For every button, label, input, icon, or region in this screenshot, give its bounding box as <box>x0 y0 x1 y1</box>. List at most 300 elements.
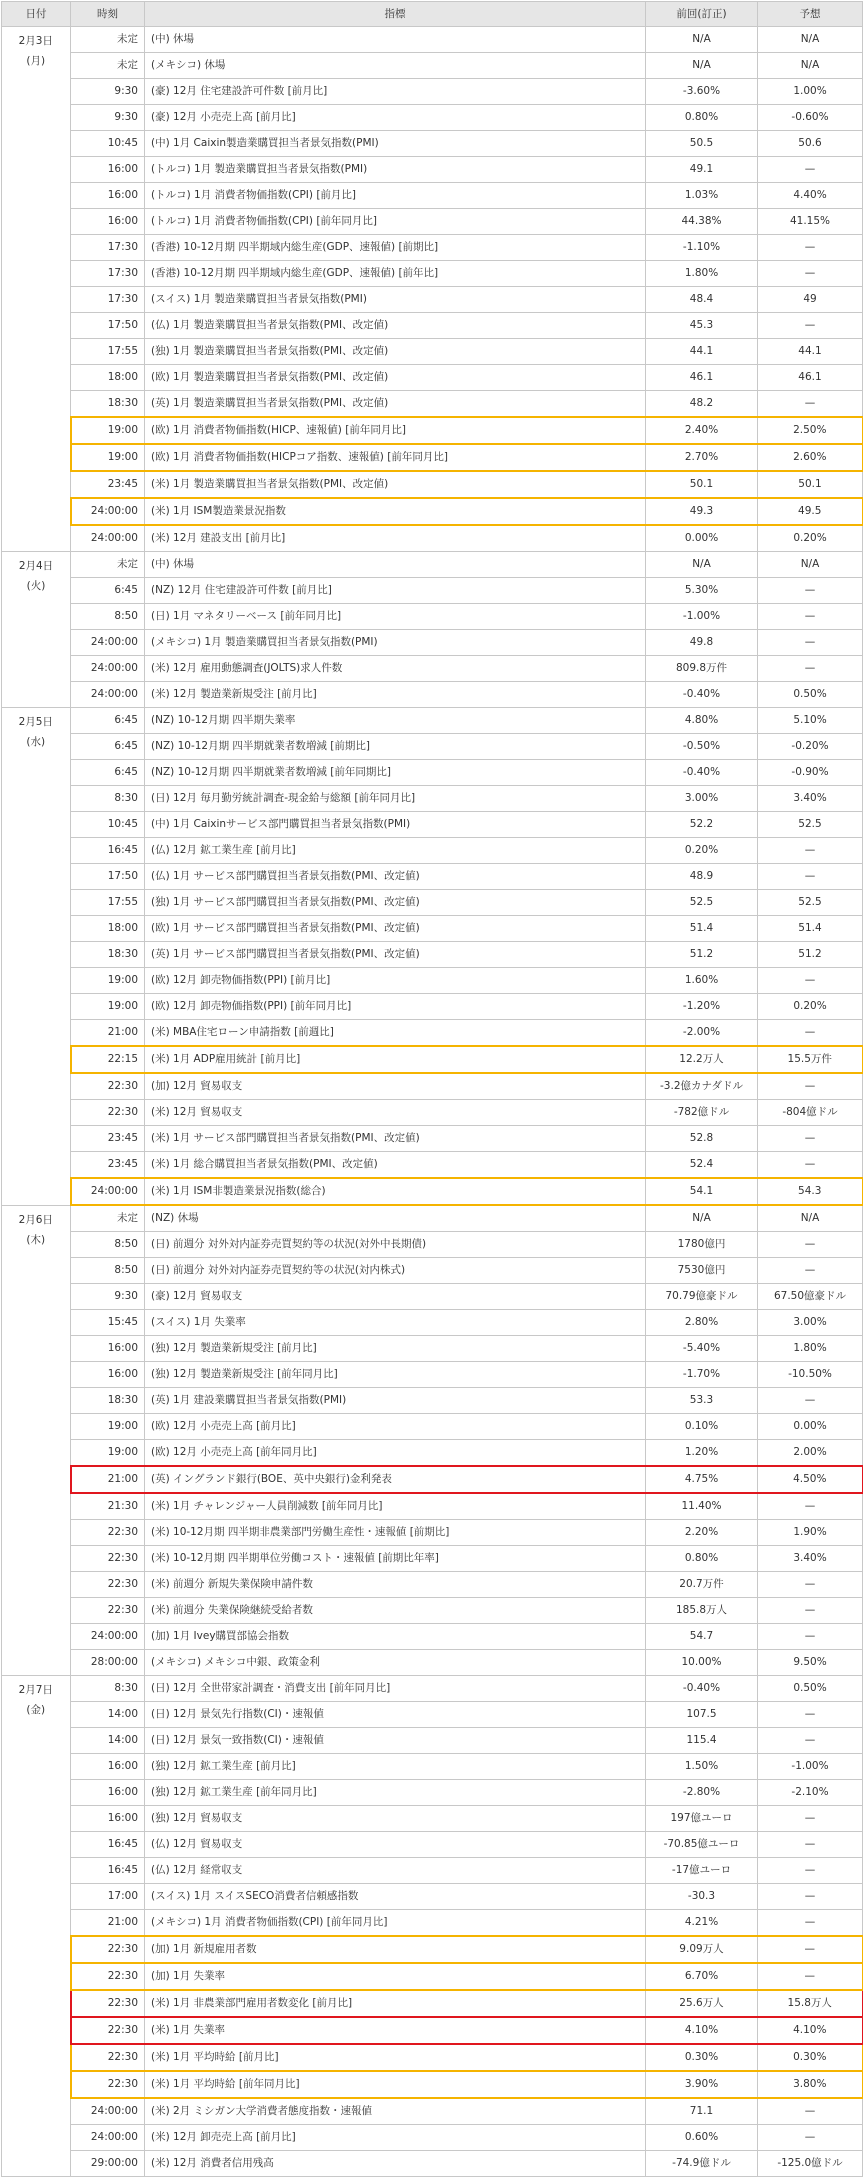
table-row <box>2 1493 863 1520</box>
time-cell: 14:00 <box>71 1728 145 1754</box>
weekday-label: (火) <box>26 580 46 592</box>
previous-value-cell: 2.40% <box>646 417 758 444</box>
indicator-cell: (NZ) 10-12月期 四半期就業者数増減 [前期比] <box>145 734 646 760</box>
date-cell <box>2 552 71 708</box>
time-cell: 18:00 <box>71 916 145 942</box>
indicator-cell: (米) 12月 卸売売上高 [前月比] <box>145 2125 646 2151</box>
previous-value-cell: 12.2万人 <box>646 1046 758 1073</box>
time-cell: 17:30 <box>71 261 145 287</box>
time-cell: 9:30 <box>71 105 145 131</box>
previous-value-cell: 49.1 <box>646 157 758 183</box>
table-row <box>2 1884 863 1910</box>
previous-value-cell: -30.3 <box>646 1884 758 1910</box>
time-cell: 8:30 <box>71 786 145 812</box>
table-row <box>2 105 863 131</box>
previous-value-cell: 20.7万件 <box>646 1572 758 1598</box>
forecast-cell: — <box>758 578 863 604</box>
previous-value-cell: 50.5 <box>646 131 758 157</box>
table-row <box>2 1572 863 1598</box>
indicator-cell: (日) 前週分 対外対内証券売買契約等の状況(対内株式) <box>145 1258 646 1284</box>
forecast-cell: 0.00% <box>758 1414 863 1440</box>
indicator-cell: (香港) 10-12月期 四半期域内総生産(GDP、速報値) [前期比] <box>145 235 646 261</box>
indicator-cell: (米) 1月 ISM非製造業景況指数(総合) <box>145 1178 646 1205</box>
previous-value-cell: -17億ユーロ <box>646 1858 758 1884</box>
table-row <box>2 604 863 630</box>
time-cell: 24:00:00 <box>71 498 145 525</box>
forecast-cell: 9.50% <box>758 1650 863 1676</box>
indicator-cell: (米) 12月 貿易収支 <box>145 1100 646 1126</box>
forecast-cell: — <box>758 1598 863 1624</box>
table-row <box>2 498 863 525</box>
time-cell: 29:00:00 <box>71 2151 145 2177</box>
forecast-cell: — <box>758 1572 863 1598</box>
table-row <box>2 1936 863 1963</box>
table-row <box>2 1126 863 1152</box>
previous-value-cell: 1780億円 <box>646 1232 758 1258</box>
indicator-cell: (米) 1月 平均時給 [前月比] <box>145 2044 646 2071</box>
forecast-cell: — <box>758 1702 863 1728</box>
table-row <box>2 1963 863 1990</box>
indicator-cell: (日) 12月 景気一致指数(CI)・速報値 <box>145 1728 646 1754</box>
table-row <box>2 2071 863 2098</box>
previous-value-cell: -1.00% <box>646 604 758 630</box>
table-row <box>2 2125 863 2151</box>
forecast-cell: — <box>758 261 863 287</box>
table-row <box>2 1178 863 1205</box>
table-row <box>2 760 863 786</box>
forecast-cell: -804億ドル <box>758 1100 863 1126</box>
forecast-cell: N/A <box>758 53 863 79</box>
header-indicator: 指標 <box>145 2 646 27</box>
time-cell: 8:50 <box>71 1232 145 1258</box>
indicator-cell: (NZ) 休場 <box>145 1205 646 1232</box>
forecast-cell: 44.1 <box>758 339 863 365</box>
time-cell: 22:30 <box>71 2071 145 2098</box>
time-cell: 22:15 <box>71 1046 145 1073</box>
table-row <box>2 1310 863 1336</box>
forecast-cell: — <box>758 1073 863 1100</box>
table-row <box>2 916 863 942</box>
table-row <box>2 864 863 890</box>
previous-value-cell: -74.9億ドル <box>646 2151 758 2177</box>
forecast-cell: — <box>758 864 863 890</box>
forecast-cell: 50.6 <box>758 131 863 157</box>
indicator-cell: (独) 12月 鉱工業生産 [前年同月比] <box>145 1780 646 1806</box>
indicator-cell: (加) 1月 Ivey購買部協会指数 <box>145 1624 646 1650</box>
indicator-cell: (NZ) 10-12月期 四半期就業者数増減 [前年同期比] <box>145 760 646 786</box>
date-label: 2月3日 <box>18 35 53 47</box>
time-cell: 16:00 <box>71 1336 145 1362</box>
indicator-cell: (トルコ) 1月 製造業購買担当者景気指数(PMI) <box>145 157 646 183</box>
indicator-cell: (メキシコ) 1月 製造業購買担当者景気指数(PMI) <box>145 630 646 656</box>
indicator-cell: (仏) 12月 経常収支 <box>145 1858 646 1884</box>
table-row <box>2 1910 863 1937</box>
time-cell: 22:30 <box>71 1520 145 1546</box>
table-row <box>2 1624 863 1650</box>
indicator-cell: (中) 1月 Caixinサービス部門購買担当者景気指数(PMI) <box>145 812 646 838</box>
time-cell: 16:45 <box>71 838 145 864</box>
previous-value-cell: 53.3 <box>646 1388 758 1414</box>
forecast-cell: 4.50% <box>758 1466 863 1493</box>
table-row <box>2 682 863 708</box>
forecast-cell: 4.10% <box>758 2017 863 2044</box>
time-cell: 19:00 <box>71 994 145 1020</box>
table-row <box>2 1780 863 1806</box>
forecast-cell: 50.1 <box>758 471 863 498</box>
time-cell: 17:30 <box>71 235 145 261</box>
previous-value-cell: 2.20% <box>646 1520 758 1546</box>
forecast-cell: 46.1 <box>758 365 863 391</box>
table-row <box>2 1676 863 1702</box>
time-cell: 未定 <box>71 27 145 53</box>
indicator-cell: (米) 10-12月期 四半期非農業部門労働生産性・速報値 [前期比] <box>145 1520 646 1546</box>
previous-value-cell: 115.4 <box>646 1728 758 1754</box>
previous-value-cell: 3.00% <box>646 786 758 812</box>
previous-value-cell: 51.4 <box>646 916 758 942</box>
indicator-cell: (加) 1月 新規雇用者数 <box>145 1936 646 1963</box>
forecast-cell: — <box>758 1624 863 1650</box>
forecast-cell: 0.50% <box>758 1676 863 1702</box>
indicator-cell: (NZ) 12月 住宅建設許可件数 [前月比] <box>145 578 646 604</box>
previous-value-cell: 0.30% <box>646 2044 758 2071</box>
forecast-cell: -2.10% <box>758 1780 863 1806</box>
table-row <box>2 994 863 1020</box>
forecast-cell: — <box>758 1910 863 1937</box>
previous-value-cell: -3.2億カナダドル <box>646 1073 758 1100</box>
indicator-cell: (欧) 12月 卸売物価指数(PPI) [前月比] <box>145 968 646 994</box>
forecast-cell: — <box>758 1388 863 1414</box>
previous-value-cell: 2.70% <box>646 444 758 471</box>
previous-value-cell: 49.8 <box>646 630 758 656</box>
header-date: 日付 <box>2 2 71 27</box>
forecast-cell: N/A <box>758 1205 863 1232</box>
forecast-cell: 51.4 <box>758 916 863 942</box>
table-row <box>2 1806 863 1832</box>
forecast-cell: — <box>758 1884 863 1910</box>
indicator-cell: (欧) 1月 消費者物価指数(HICPコア指数、速報値) [前年同月比] <box>145 444 646 471</box>
time-cell: 22:30 <box>71 2044 145 2071</box>
forecast-cell: — <box>758 1858 863 1884</box>
time-cell: 23:45 <box>71 1126 145 1152</box>
indicator-cell: (トルコ) 1月 消費者物価指数(CPI) [前月比] <box>145 183 646 209</box>
time-cell: 23:45 <box>71 1152 145 1179</box>
forecast-cell: 15.5万件 <box>758 1046 863 1073</box>
forecast-cell: N/A <box>758 27 863 53</box>
table-row <box>2 1414 863 1440</box>
time-cell: 24:00:00 <box>71 630 145 656</box>
date-cell <box>2 708 71 1206</box>
forecast-cell: 5.10% <box>758 708 863 734</box>
table-row <box>2 1073 863 1100</box>
indicator-cell: (米) 1月 総合購買担当者景気指数(PMI、改定値) <box>145 1152 646 1179</box>
indicator-cell: (米) 2月 ミシガン大学消費者態度指数・速報値 <box>145 2098 646 2125</box>
previous-value-cell: 197億ユーロ <box>646 1806 758 1832</box>
date-label: 2月7日 <box>18 1684 53 1696</box>
table-row <box>2 2151 863 2177</box>
time-cell: 21:00 <box>71 1020 145 1047</box>
indicator-cell: (メキシコ) 1月 消費者物価指数(CPI) [前年同月比] <box>145 1910 646 1937</box>
forecast-cell: 3.40% <box>758 786 863 812</box>
previous-value-cell: 44.38% <box>646 209 758 235</box>
indicator-cell: (日) 12月 毎月勤労統計調査-現金給与総額 [前年同月比] <box>145 786 646 812</box>
date-label: 2月6日 <box>18 1213 53 1226</box>
previous-value-cell: 48.2 <box>646 391 758 418</box>
table-row <box>2 471 863 498</box>
time-cell: 17:00 <box>71 1884 145 1910</box>
table-row <box>2 209 863 235</box>
forecast-cell: N/A <box>758 552 863 578</box>
indicator-cell: (米) 1月 非農業部門雇用者数変化 [前月比] <box>145 1990 646 2017</box>
table-row <box>2 313 863 339</box>
indicator-cell: (欧) 12月 小売売上高 [前年同月比] <box>145 1440 646 1467</box>
forecast-cell: 0.50% <box>758 682 863 708</box>
table-row <box>2 183 863 209</box>
indicator-cell: (スイス) 1月 失業率 <box>145 1310 646 1336</box>
table-row <box>2 1858 863 1884</box>
table-row <box>2 578 863 604</box>
indicator-cell: (仏) 1月 サービス部門購買担当者景気指数(PMI、改定値) <box>145 864 646 890</box>
time-cell: 9:30 <box>71 79 145 105</box>
forecast-cell: 49 <box>758 287 863 313</box>
table-row <box>2 287 863 313</box>
indicator-cell: (独) 1月 サービス部門購買担当者景気指数(PMI、改定値) <box>145 890 646 916</box>
indicator-cell: (英) 1月 製造業購買担当者景気指数(PMI、改定値) <box>145 391 646 418</box>
time-cell: 21:00 <box>71 1466 145 1493</box>
time-cell: 18:30 <box>71 1388 145 1414</box>
table-row <box>2 339 863 365</box>
time-cell: 15:45 <box>71 1310 145 1336</box>
time-cell: 22:30 <box>71 1936 145 1963</box>
previous-value-cell: 4.10% <box>646 2017 758 2044</box>
forecast-cell: — <box>758 1936 863 1963</box>
table-row <box>2 1205 863 1232</box>
indicator-cell: (日) 12月 景気先行指数(CI)・速報値 <box>145 1702 646 1728</box>
previous-value-cell: 809.8万件 <box>646 656 758 682</box>
previous-value-cell: -2.80% <box>646 1780 758 1806</box>
previous-value-cell: 52.8 <box>646 1126 758 1152</box>
forecast-cell: 1.90% <box>758 1520 863 1546</box>
indicator-cell: (日) 12月 全世帯家計調査・消費支出 [前年同月比] <box>145 1676 646 1702</box>
indicator-cell: (欧) 1月 製造業購買担当者景気指数(PMI、改定値) <box>145 365 646 391</box>
table-row <box>2 552 863 578</box>
forecast-cell: -0.60% <box>758 105 863 131</box>
previous-value-cell: N/A <box>646 1205 758 1232</box>
indicator-cell: (加) 1月 失業率 <box>145 1963 646 1990</box>
table-row <box>2 79 863 105</box>
previous-value-cell: 48.4 <box>646 287 758 313</box>
indicator-cell: (スイス) 1月 スイスSECO消費者信頼感指数 <box>145 1884 646 1910</box>
table-row <box>2 1650 863 1676</box>
table-row <box>2 261 863 287</box>
previous-value-cell: 1.50% <box>646 1754 758 1780</box>
time-cell: 16:00 <box>71 1754 145 1780</box>
forecast-cell: — <box>758 968 863 994</box>
indicator-cell: (香港) 10-12月期 四半期域内総生産(GDP、速報値) [前年比] <box>145 261 646 287</box>
previous-value-cell: N/A <box>646 27 758 53</box>
time-cell: 6:45 <box>71 760 145 786</box>
date-cell <box>2 1205 71 1676</box>
table-row <box>2 786 863 812</box>
table-row <box>2 708 863 734</box>
indicator-cell: (米) 1月 失業率 <box>145 2017 646 2044</box>
table-row <box>2 157 863 183</box>
forecast-cell: 0.30% <box>758 2044 863 2071</box>
indicator-cell: (スイス) 1月 製造業購買担当者景気指数(PMI) <box>145 287 646 313</box>
previous-value-cell: 48.9 <box>646 864 758 890</box>
table-row <box>2 968 863 994</box>
previous-value-cell: -70.85億ユーロ <box>646 1832 758 1858</box>
table-row <box>2 1046 863 1073</box>
previous-value-cell: 5.30% <box>646 578 758 604</box>
indicator-cell: (日) 1月 マネタリーベース [前年同月比] <box>145 604 646 630</box>
indicator-cell: (NZ) 10-12月期 四半期失業率 <box>145 708 646 734</box>
forecast-cell: 52.5 <box>758 890 863 916</box>
forecast-cell: 0.20% <box>758 994 863 1020</box>
time-cell: 9:30 <box>71 1284 145 1310</box>
forecast-cell: — <box>758 1020 863 1047</box>
forecast-cell: 4.40% <box>758 183 863 209</box>
forecast-cell: — <box>758 630 863 656</box>
time-cell: 6:45 <box>71 708 145 734</box>
time-cell: 17:30 <box>71 287 145 313</box>
time-cell: 23:45 <box>71 471 145 498</box>
weekday-label: (月) <box>26 55 46 67</box>
indicator-cell: (米) 12月 製造業新規受注 [前月比] <box>145 682 646 708</box>
indicator-cell: (豪) 12月 貿易収支 <box>145 1284 646 1310</box>
indicator-cell: (独) 12月 貿易収支 <box>145 1806 646 1832</box>
header-row <box>2 2 863 27</box>
previous-value-cell: 52.2 <box>646 812 758 838</box>
time-cell: 10:45 <box>71 131 145 157</box>
time-cell: 19:00 <box>71 417 145 444</box>
indicator-cell: (仏) 1月 製造業購買担当者景気指数(PMI、改定値) <box>145 313 646 339</box>
forecast-cell: 54.3 <box>758 1178 863 1205</box>
forecast-cell: — <box>758 1832 863 1858</box>
forecast-cell: 2.50% <box>758 417 863 444</box>
previous-value-cell: 0.00% <box>646 525 758 552</box>
previous-value-cell: 1.03% <box>646 183 758 209</box>
previous-value-cell: 51.2 <box>646 942 758 968</box>
indicator-cell: (米) 1月 チャレンジャー人員削減数 [前年同月比] <box>145 1493 646 1520</box>
previous-value-cell: -0.40% <box>646 1676 758 1702</box>
previous-value-cell: 3.90% <box>646 2071 758 2098</box>
forecast-cell: -0.90% <box>758 760 863 786</box>
indicator-cell: (仏) 12月 貿易収支 <box>145 1832 646 1858</box>
forecast-cell: — <box>758 1232 863 1258</box>
table-row <box>2 1990 863 2017</box>
weekday-label: (水) <box>26 736 46 748</box>
previous-value-cell: 54.1 <box>646 1178 758 1205</box>
time-cell: 16:00 <box>71 157 145 183</box>
time-cell: 17:55 <box>71 339 145 365</box>
indicator-cell: (トルコ) 1月 消費者物価指数(CPI) [前年同月比] <box>145 209 646 235</box>
time-cell: 8:30 <box>71 1676 145 1702</box>
time-cell: 18:30 <box>71 942 145 968</box>
time-cell: 18:00 <box>71 365 145 391</box>
forecast-cell: — <box>758 391 863 418</box>
time-cell: 8:50 <box>71 604 145 630</box>
previous-value-cell: -1.10% <box>646 235 758 261</box>
table-row <box>2 656 863 682</box>
time-cell: 22:30 <box>71 1100 145 1126</box>
previous-value-cell: -3.60% <box>646 79 758 105</box>
previous-value-cell: 10.00% <box>646 1650 758 1676</box>
previous-value-cell: 49.3 <box>646 498 758 525</box>
table-row <box>2 131 863 157</box>
time-cell: 10:45 <box>71 812 145 838</box>
time-cell: 24:00:00 <box>71 682 145 708</box>
indicator-cell: (米) 12月 消費者信用残高 <box>145 2151 646 2177</box>
previous-value-cell: 185.8万人 <box>646 1598 758 1624</box>
previous-value-cell: 1.60% <box>646 968 758 994</box>
time-cell: 19:00 <box>71 444 145 471</box>
forecast-cell: 41.15% <box>758 209 863 235</box>
table-row <box>2 27 863 53</box>
time-cell: 未定 <box>71 552 145 578</box>
economic-calendar-table <box>1 1 863 2177</box>
time-cell: 24:00:00 <box>71 2125 145 2151</box>
time-cell: 19:00 <box>71 1440 145 1467</box>
indicator-cell: (英) 1月 建設業購買担当者景気指数(PMI) <box>145 1388 646 1414</box>
table-row <box>2 53 863 79</box>
forecast-cell: 49.5 <box>758 498 863 525</box>
previous-value-cell: 4.21% <box>646 1910 758 1937</box>
forecast-cell: — <box>758 1493 863 1520</box>
date-label: 2月5日 <box>18 716 53 728</box>
previous-value-cell: -0.40% <box>646 682 758 708</box>
indicator-cell: (豪) 12月 小売売上高 [前月比] <box>145 105 646 131</box>
indicator-cell: (加) 12月 貿易収支 <box>145 1073 646 1100</box>
previous-value-cell: 0.80% <box>646 1546 758 1572</box>
time-cell: 6:45 <box>71 578 145 604</box>
indicator-cell: (独) 12月 製造業新規受注 [前月比] <box>145 1336 646 1362</box>
forecast-cell: — <box>758 1963 863 1990</box>
forecast-cell: — <box>758 1126 863 1152</box>
indicator-cell: (中) 休場 <box>145 552 646 578</box>
previous-value-cell: N/A <box>646 53 758 79</box>
time-cell: 24:00:00 <box>71 1178 145 1205</box>
header-forecast: 予想 <box>758 2 863 27</box>
indicator-cell: (豪) 12月 住宅建設許可件数 [前月比] <box>145 79 646 105</box>
table-row <box>2 942 863 968</box>
previous-value-cell: 25.6万人 <box>646 1990 758 2017</box>
forecast-cell: — <box>758 1258 863 1284</box>
time-cell: 8:50 <box>71 1258 145 1284</box>
table-row <box>2 2098 863 2125</box>
time-cell: 22:30 <box>71 1073 145 1100</box>
time-cell: 19:00 <box>71 968 145 994</box>
forecast-cell: 51.2 <box>758 942 863 968</box>
previous-value-cell: -2.00% <box>646 1020 758 1047</box>
table-row <box>2 630 863 656</box>
indicator-cell: (米) 10-12月期 四半期単位労働コスト・速報値 [前期比年率] <box>145 1546 646 1572</box>
time-cell: 24:00:00 <box>71 2098 145 2125</box>
indicator-cell: (中) 休場 <box>145 27 646 53</box>
forecast-cell: — <box>758 235 863 261</box>
indicator-cell: (欧) 1月 サービス部門購買担当者景気指数(PMI、改定値) <box>145 916 646 942</box>
table-row <box>2 1020 863 1047</box>
previous-value-cell: 1.80% <box>646 261 758 287</box>
table-row <box>2 1832 863 1858</box>
table-row <box>2 1702 863 1728</box>
previous-value-cell: 9.09万人 <box>646 1936 758 1963</box>
indicator-cell: (独) 12月 鉱工業生産 [前月比] <box>145 1754 646 1780</box>
time-cell: 21:00 <box>71 1910 145 1937</box>
indicator-cell: (米) 前週分 失業保険継続受給者数 <box>145 1598 646 1624</box>
previous-value-cell: 6.70% <box>646 1963 758 1990</box>
time-cell: 16:00 <box>71 183 145 209</box>
previous-value-cell: 4.80% <box>646 708 758 734</box>
